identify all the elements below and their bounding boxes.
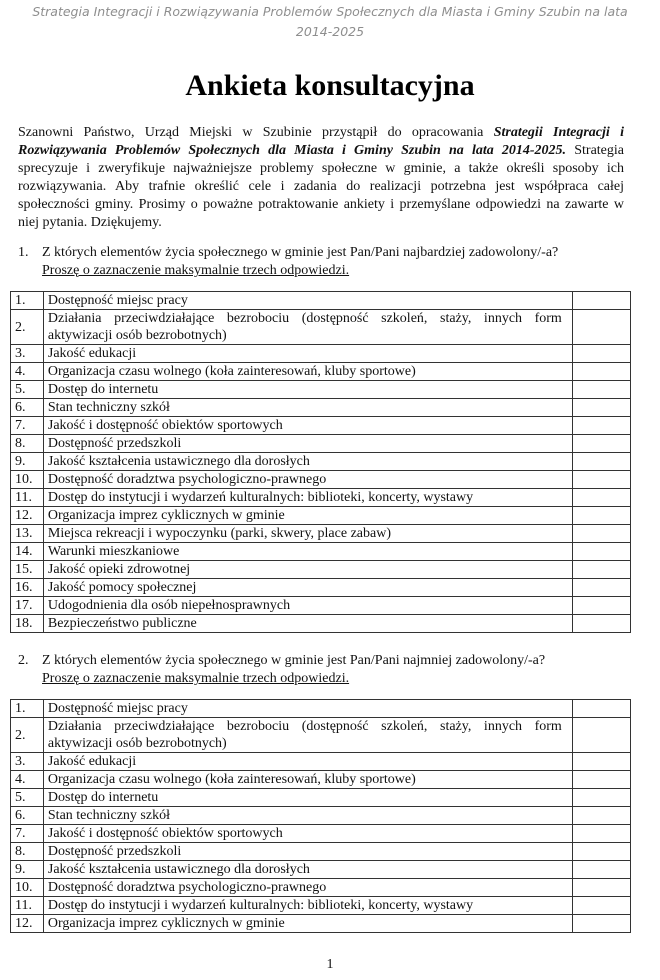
option-number: 1. [11, 292, 44, 310]
option-row [11, 381, 631, 399]
option-row [11, 363, 631, 381]
page-number: 1 [326, 957, 334, 972]
option-label: Jakość edukacji [43, 753, 572, 771]
answer-checkbox-cell[interactable] [572, 345, 630, 363]
option-label: Dostęp do internetu [43, 381, 572, 399]
option-row [11, 771, 631, 789]
option-label: Jakość edukacji [43, 345, 572, 363]
option-number: 8. [11, 435, 44, 453]
option-row [11, 807, 631, 825]
option-number: 6. [11, 807, 44, 825]
option-label: Jakość kształcenia ustawicznego dla dorosłych [43, 861, 572, 879]
option-label: Dostępność przedszkoli [43, 435, 572, 453]
option-label: Dostęp do instytucji i wydarzeń kulturalnych: biblioteki, koncerty, wystawy [43, 489, 572, 507]
intro-text-end: Strategia sprecyzuje i zweryfikuje najważniejsze problemy społeczne w gminie, a także określi sposoby ich rozwiązywania. Aby trafnie określić cele i zadania do realizacji potrzebna jest współpraca całej społeczności gminy. Prosimy o poważne potraktowanie ankiety i przemyślane odpowiedzi na zawarte w niej pytania. Dziękujemy. [18, 143, 624, 230]
answer-checkbox-cell[interactable] [572, 471, 630, 489]
option-row [11, 292, 631, 310]
answer-checkbox-cell[interactable] [572, 435, 630, 453]
option-number: 8. [11, 843, 44, 861]
question-2-number: 2. [18, 653, 29, 668]
answer-checkbox-cell[interactable] [572, 399, 630, 417]
option-row [11, 507, 631, 525]
option-number: 4. [11, 771, 44, 789]
header-line-2: 2014-2025 [295, 24, 365, 39]
answer-checkbox-cell[interactable] [572, 825, 630, 843]
option-label: Jakość i dostępność obiektów sportowych [43, 825, 572, 843]
option-label: Dostępność doradztwa psychologiczno-prawnego [43, 879, 572, 897]
answer-checkbox-cell[interactable] [572, 615, 630, 633]
option-label: Dostępność miejsc pracy [43, 292, 572, 310]
option-row [11, 615, 631, 633]
question-1 [18, 244, 624, 280]
option-number: 7. [11, 417, 44, 435]
option-number: 12. [11, 507, 44, 525]
option-number: 2. [11, 310, 44, 345]
answer-checkbox-cell[interactable] [572, 417, 630, 435]
option-row [11, 399, 631, 417]
option-label: Bezpieczeństwo publiczne [43, 615, 572, 633]
option-number: 1. [11, 700, 44, 718]
option-number: 13. [11, 525, 44, 543]
option-row [11, 543, 631, 561]
option-row [11, 597, 631, 615]
option-label: Jakość kształcenia ustawicznego dla dorosłych [43, 453, 572, 471]
option-row [11, 789, 631, 807]
header-line-1: Strategia Integracji i Rozwiązywania Problemów Społecznych dla Miasta i Gminy Szubin na lata [32, 4, 628, 19]
question-2 [18, 652, 624, 688]
question-1-text: Z których elementów życia społecznego w gminie jest Pan/Pani najbardziej zadowolony/-a? [42, 245, 559, 260]
question-1-number: 1. [18, 245, 29, 260]
answer-checkbox-cell[interactable] [572, 543, 630, 561]
option-label: Dostęp do internetu [43, 789, 572, 807]
option-number: 9. [11, 861, 44, 879]
option-row [11, 897, 631, 915]
option-number: 6. [11, 399, 44, 417]
option-row [11, 525, 631, 543]
option-row [11, 753, 631, 771]
option-label: Stan techniczny szkół [43, 807, 572, 825]
option-number: 14. [11, 543, 44, 561]
option-row [11, 700, 631, 718]
answer-checkbox-cell[interactable] [572, 579, 630, 597]
answer-checkbox-cell[interactable] [572, 718, 630, 753]
answer-checkbox-cell[interactable] [572, 310, 630, 345]
option-number: 17. [11, 597, 44, 615]
answer-checkbox-cell[interactable] [572, 700, 630, 718]
option-number: 3. [11, 345, 44, 363]
answer-checkbox-cell[interactable] [572, 453, 630, 471]
option-number: 2. [11, 718, 44, 753]
question-2-instruction: Proszę o zaznaczenie maksymalnie trzech odpowiedzi. [42, 671, 350, 686]
option-label: Organizacja imprez cyklicznych w gminie [43, 915, 572, 933]
option-label: Jakość i dostępność obiektów sportowych [43, 417, 572, 435]
answer-checkbox-cell[interactable] [572, 879, 630, 897]
question-2-text: Z których elementów życia społecznego w gminie jest Pan/Pani najmniej zadowolony/-a? [42, 653, 546, 668]
option-row [11, 861, 631, 879]
answer-checkbox-cell[interactable] [572, 489, 630, 507]
option-label: Organizacja imprez cyklicznych w gminie [43, 507, 572, 525]
option-label: Dostęp do instytucji i wydarzeń kulturalnych: biblioteki, koncerty, wystawy [43, 897, 572, 915]
option-label: Dostępność przedszkoli [43, 843, 572, 861]
option-number: 10. [11, 879, 44, 897]
intro-strategy-name: Strategii Integracji i Rozwiązywania Problemów Społecznych dla Miasta i Gminy Szubin na lata 2014-2025. [18, 125, 624, 158]
answer-checkbox-cell[interactable] [572, 843, 630, 861]
answer-checkbox-cell[interactable] [572, 897, 630, 915]
option-row [11, 417, 631, 435]
answer-checkbox-cell[interactable] [572, 915, 630, 933]
option-label: Dostępność doradztwa psychologiczno-prawnego [43, 471, 572, 489]
option-label: Dostępność miejsc pracy [43, 700, 572, 718]
answer-checkbox-cell[interactable] [572, 789, 630, 807]
answer-checkbox-cell[interactable] [572, 753, 630, 771]
option-number: 5. [11, 789, 44, 807]
option-number: 11. [11, 897, 44, 915]
answer-checkbox-cell[interactable] [572, 381, 630, 399]
option-number: 12. [11, 915, 44, 933]
option-row [11, 471, 631, 489]
document-header [0, 0, 660, 42]
answer-checkbox-cell[interactable] [572, 292, 630, 310]
option-number: 3. [11, 753, 44, 771]
question-1-options-table [10, 291, 631, 633]
option-row [11, 345, 631, 363]
option-label: Jakość pomocy społecznej [43, 579, 572, 597]
option-number: 16. [11, 579, 44, 597]
page-title: Ankieta konsultacyjna [185, 69, 475, 102]
option-number: 10. [11, 471, 44, 489]
option-number: 18. [11, 615, 44, 633]
option-row [11, 879, 631, 897]
option-label: Warunki mieszkaniowe [43, 543, 572, 561]
option-label: Jakość opieki zdrowotnej [43, 561, 572, 579]
option-row [11, 489, 631, 507]
option-label: Organizacja czasu wolnego (koła zainteresowań, kluby sportowe) [43, 363, 572, 381]
option-number: 7. [11, 825, 44, 843]
option-row [11, 915, 631, 933]
option-number: 4. [11, 363, 44, 381]
option-label: Działania przeciwdziałające bezrobociu (dostępność szkoleń, staży, innych form aktywizacji osób bezrobotnych) [43, 310, 572, 345]
answer-checkbox-cell[interactable] [572, 807, 630, 825]
question-2-options-table [10, 699, 631, 933]
option-number: 9. [11, 453, 44, 471]
option-number: 15. [11, 561, 44, 579]
intro-paragraph [18, 124, 624, 232]
option-row [11, 843, 631, 861]
answer-checkbox-cell[interactable] [572, 561, 630, 579]
answer-checkbox-cell[interactable] [572, 507, 630, 525]
answer-checkbox-cell[interactable] [572, 363, 630, 381]
option-row [11, 579, 631, 597]
answer-checkbox-cell[interactable] [572, 771, 630, 789]
option-label: Działania przeciwdziałające bezrobociu (dostępność szkoleń, staży, innych form aktywizacji osób bezrobotnych) [43, 718, 572, 753]
option-label: Udogodnienia dla osób niepełnosprawnych [43, 597, 572, 615]
option-label: Stan techniczny szkół [43, 399, 572, 417]
option-row [11, 453, 631, 471]
option-row [11, 718, 631, 753]
option-number: 11. [11, 489, 44, 507]
question-1-instruction: Proszę o zaznaczenie maksymalnie trzech odpowiedzi. [42, 263, 350, 278]
option-row [11, 435, 631, 453]
option-row [11, 825, 631, 843]
answer-checkbox-cell[interactable] [572, 597, 630, 615]
answer-checkbox-cell[interactable] [572, 861, 630, 879]
option-number: 5. [11, 381, 44, 399]
option-row [11, 310, 631, 345]
option-label: Miejsca rekreacji i wypoczynku (parki, skwery, place zabaw) [43, 525, 572, 543]
intro-text-start: Szanowni Państwo, Urząd Miejski w Szubinie przystąpił do opracowania [18, 125, 494, 140]
option-label: Organizacja czasu wolnego (koła zainteresowań, kluby sportowe) [43, 771, 572, 789]
answer-checkbox-cell[interactable] [572, 525, 630, 543]
option-row [11, 561, 631, 579]
